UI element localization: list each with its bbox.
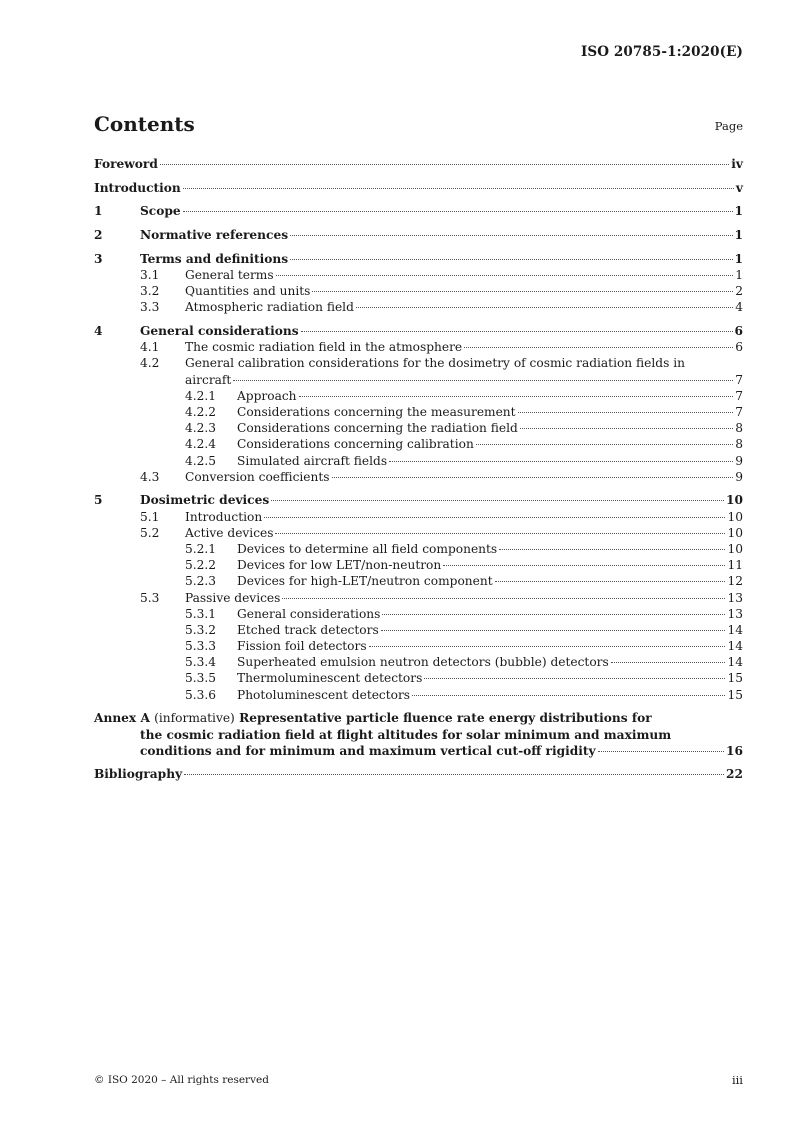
toc-title: Simulated aircraft fields <box>237 453 388 468</box>
toc-page: iv <box>731 157 743 171</box>
toc-number: 5.3 <box>140 590 160 605</box>
toc-title: General terms <box>185 267 274 282</box>
toc-entry-foreword[interactable] <box>94 156 743 172</box>
toc-title-continued: aircraft <box>185 372 232 387</box>
toc-number: 5.2 <box>140 525 160 540</box>
toc-number: 5.2.1 <box>185 541 217 556</box>
toc-number: 5.3.3 <box>185 639 217 654</box>
toc-entry-section-4-2-1[interactable] <box>94 388 743 404</box>
dot-leader <box>381 630 726 631</box>
toc-page: 13 <box>727 606 743 621</box>
toc-title: Fission foil detectors <box>237 639 367 654</box>
contents-title: Contents <box>94 112 195 136</box>
dot-leader <box>424 678 725 679</box>
toc-title: Considerations concerning the radiation field <box>237 421 518 436</box>
toc-entry-section-5-2-2[interactable] <box>94 557 743 573</box>
toc-number: 2 <box>94 228 103 243</box>
dot-leader <box>356 307 733 308</box>
dot-leader <box>412 695 725 696</box>
toc-number: 4.1 <box>140 340 160 355</box>
toc-entry-section-5-3-6[interactable] <box>94 687 743 703</box>
toc-title: Considerations concerning calibration <box>237 437 474 452</box>
toc-entry-section-4[interactable] <box>94 323 743 339</box>
toc-entry-introduction[interactable] <box>94 180 743 196</box>
toc-entry-section-5-2-3[interactable] <box>94 573 743 589</box>
toc-title: Introduction <box>185 509 263 524</box>
dot-leader <box>233 380 733 381</box>
toc-number: 3 <box>94 251 103 266</box>
toc-page: 2 <box>735 284 743 299</box>
dot-leader <box>264 517 725 518</box>
toc-title: Terms and definitions <box>140 251 289 266</box>
toc-entry-section-5-3-4[interactable] <box>94 654 743 670</box>
dot-leader <box>183 188 734 189</box>
toc-page: 10 <box>727 525 743 540</box>
toc-page: 12 <box>727 574 743 589</box>
dot-leader <box>184 774 724 775</box>
toc-title: Bibliography <box>94 767 183 782</box>
toc-title: General considerations <box>237 606 381 621</box>
toc-page: 8 <box>735 437 743 452</box>
toc-page: 9 <box>735 453 743 468</box>
toc-number: 5.3.5 <box>185 671 217 686</box>
toc-entry-annex-a-line3[interactable] <box>94 743 743 759</box>
toc-title: Superheated emulsion neutron detectors (bubble) detectors <box>237 655 609 670</box>
dot-leader <box>495 581 726 582</box>
toc-entry-annex-a-line2 <box>94 727 743 743</box>
toc-title: Active devices <box>185 525 274 540</box>
annex-informative: (informative) <box>154 711 235 726</box>
dot-leader <box>271 500 724 501</box>
toc-page: 15 <box>727 671 743 686</box>
toc-page: 14 <box>727 622 743 637</box>
toc-title: Atmospheric radiation field <box>185 300 354 315</box>
dot-leader <box>369 646 726 647</box>
toc-number: 1 <box>94 204 103 219</box>
toc-entry-bibliography[interactable] <box>94 766 743 782</box>
toc-number: 5.2.3 <box>185 574 217 589</box>
toc-page: 1 <box>735 267 743 282</box>
toc-entry-section-5-2-1[interactable] <box>94 541 743 557</box>
dot-leader <box>499 549 725 550</box>
toc-entry-section-3-2[interactable] <box>94 283 743 299</box>
dot-leader <box>290 259 732 260</box>
toc-number: 4.2 <box>140 356 160 371</box>
dot-leader <box>290 235 732 236</box>
toc-number: 3.1 <box>140 267 160 282</box>
toc-entry-section-3-1[interactable] <box>94 267 743 283</box>
toc-page: 6 <box>735 340 743 355</box>
dot-leader <box>275 533 725 534</box>
toc-title: Foreword <box>94 157 158 171</box>
toc-entry-section-5-1[interactable] <box>94 509 743 525</box>
dot-leader <box>389 461 733 462</box>
toc-title: Devices for high-LET/neutron component <box>237 574 493 589</box>
dot-leader <box>520 428 733 429</box>
toc-number: 5 <box>94 493 103 508</box>
dot-leader <box>598 751 724 752</box>
toc-page: 13 <box>727 590 743 605</box>
toc-page: 9 <box>735 469 743 484</box>
toc-number: 4.3 <box>140 469 160 484</box>
toc-entry-section-5-3-1[interactable] <box>94 606 743 622</box>
toc-page: 4 <box>735 300 743 315</box>
toc-number: 5.3.1 <box>185 606 217 621</box>
annex-title-line2: the cosmic radiation field at flight altitudes for solar minimum and maximum <box>140 727 672 742</box>
dot-leader <box>183 211 733 212</box>
toc-entry-section-4-2-line2[interactable] <box>94 372 743 388</box>
toc-title: Normative references <box>140 228 289 243</box>
toc-page: v <box>735 180 743 195</box>
dot-leader <box>476 444 733 445</box>
toc-page: 10 <box>727 541 743 556</box>
toc-title: Scope <box>140 204 181 219</box>
toc-page: 15 <box>727 687 743 702</box>
toc-page: 10 <box>727 509 743 524</box>
toc-number: 4.2.5 <box>185 453 217 468</box>
toc-number: 5.3.4 <box>185 655 217 670</box>
page-column-label: Page <box>714 119 743 133</box>
toc-title: Considerations concerning the measurement <box>237 404 516 419</box>
toc-page: 1 <box>734 204 743 219</box>
dot-leader <box>611 662 726 663</box>
toc-title: General calibration considerations for the dosimetry of cosmic radiation fields in <box>185 356 685 371</box>
toc-title: Thermoluminescent detectors <box>237 671 423 686</box>
toc-page: 1 <box>734 228 743 243</box>
dot-leader <box>464 347 733 348</box>
toc-entry-section-4-1[interactable] <box>94 339 743 355</box>
table-of-contents <box>94 156 743 783</box>
toc-entry-section-3[interactable] <box>94 251 743 267</box>
toc-number: 5.3.6 <box>185 687 217 702</box>
toc-title: Dosimetric devices <box>140 493 270 508</box>
annex-label: Annex A <box>94 711 150 726</box>
dot-leader <box>382 614 725 615</box>
toc-number: 4.2.3 <box>185 421 217 436</box>
toc-title: Devices to determine all field components <box>237 541 498 556</box>
toc-page: 7 <box>735 372 743 387</box>
toc-entry-section-5-3-3[interactable] <box>94 638 743 654</box>
annex-title-line1: Representative particle fluence rate energy distributions for <box>239 711 652 726</box>
toc-number: 5.1 <box>140 509 160 524</box>
toc-entry-section-4-2-5[interactable] <box>94 453 743 469</box>
toc-entry-section-2[interactable] <box>94 227 743 243</box>
toc-title: Approach <box>237 388 297 403</box>
toc-title: Photoluminescent detectors <box>237 687 411 702</box>
dot-leader <box>443 565 725 566</box>
dot-leader <box>276 275 734 276</box>
toc-page: 16 <box>726 743 743 758</box>
toc-page: 1 <box>734 251 743 266</box>
toc-entry-section-4-2-line1[interactable] <box>94 355 743 371</box>
toc-title: Introduction <box>94 180 181 195</box>
toc-title: The cosmic radiation field in the atmosphere <box>185 340 463 355</box>
toc-page: 22 <box>726 767 743 782</box>
dot-leader <box>160 164 729 165</box>
toc-number: 3.2 <box>140 284 160 299</box>
toc-entry-section-5-3-2[interactable] <box>94 622 743 638</box>
toc-entry-annex-a-line1[interactable] <box>94 710 743 726</box>
toc-entry-section-4-3[interactable] <box>94 469 743 485</box>
toc-title: Quantities and units <box>185 284 311 299</box>
toc-page: 6 <box>734 324 743 338</box>
dot-leader <box>332 477 734 478</box>
toc-page: 10 <box>726 493 743 508</box>
toc-entry-section-4-2-2[interactable] <box>94 404 743 420</box>
toc-page: 14 <box>727 655 743 670</box>
toc-page: 11 <box>727 558 743 573</box>
toc-page: 14 <box>727 639 743 654</box>
toc-entry-section-5-3[interactable] <box>94 590 743 606</box>
toc-number: 4.2.2 <box>185 404 217 419</box>
dot-leader <box>301 331 733 332</box>
dot-leader <box>282 598 725 599</box>
toc-page: 8 <box>735 421 743 436</box>
dot-leader <box>299 396 734 397</box>
toc-entry-section-5-3-5[interactable] <box>94 670 743 686</box>
toc-title: Passive devices <box>185 590 281 605</box>
toc-title: General considerations <box>140 324 299 338</box>
toc-number: 4.2.1 <box>185 388 217 403</box>
dot-leader <box>518 412 734 413</box>
toc-entry-section-5[interactable] <box>94 492 743 508</box>
dot-leader <box>312 291 733 292</box>
toc-entry-section-1[interactable] <box>94 203 743 219</box>
toc-title: Conversion coefficients <box>185 469 330 484</box>
toc-page: 7 <box>735 388 743 403</box>
document-code: ISO 20785-1:2020(E) <box>580 44 743 60</box>
toc-entry-section-4-2-3[interactable] <box>94 420 743 436</box>
annex-title-line3: conditions and for minimum and maximum vertical cut-off rigidity <box>140 743 596 758</box>
toc-number: 5.3.2 <box>185 622 217 637</box>
toc-title: Devices for low LET/non-neutron <box>237 558 442 573</box>
toc-number: 4 <box>94 324 103 338</box>
page-number: iii <box>731 1073 743 1087</box>
toc-page: 7 <box>735 404 743 419</box>
toc-number: 3.3 <box>140 300 160 315</box>
toc-entry-section-5-2[interactable] <box>94 525 743 541</box>
toc-entry-section-4-2-4[interactable] <box>94 436 743 452</box>
toc-entry-section-3-3[interactable] <box>94 299 743 315</box>
copyright-notice: © ISO 2020 – All rights reserved <box>94 1074 269 1086</box>
toc-title: Etched track detectors <box>237 622 379 637</box>
toc-number: 4.2.4 <box>185 437 217 452</box>
toc-number: 5.2.2 <box>185 558 217 573</box>
